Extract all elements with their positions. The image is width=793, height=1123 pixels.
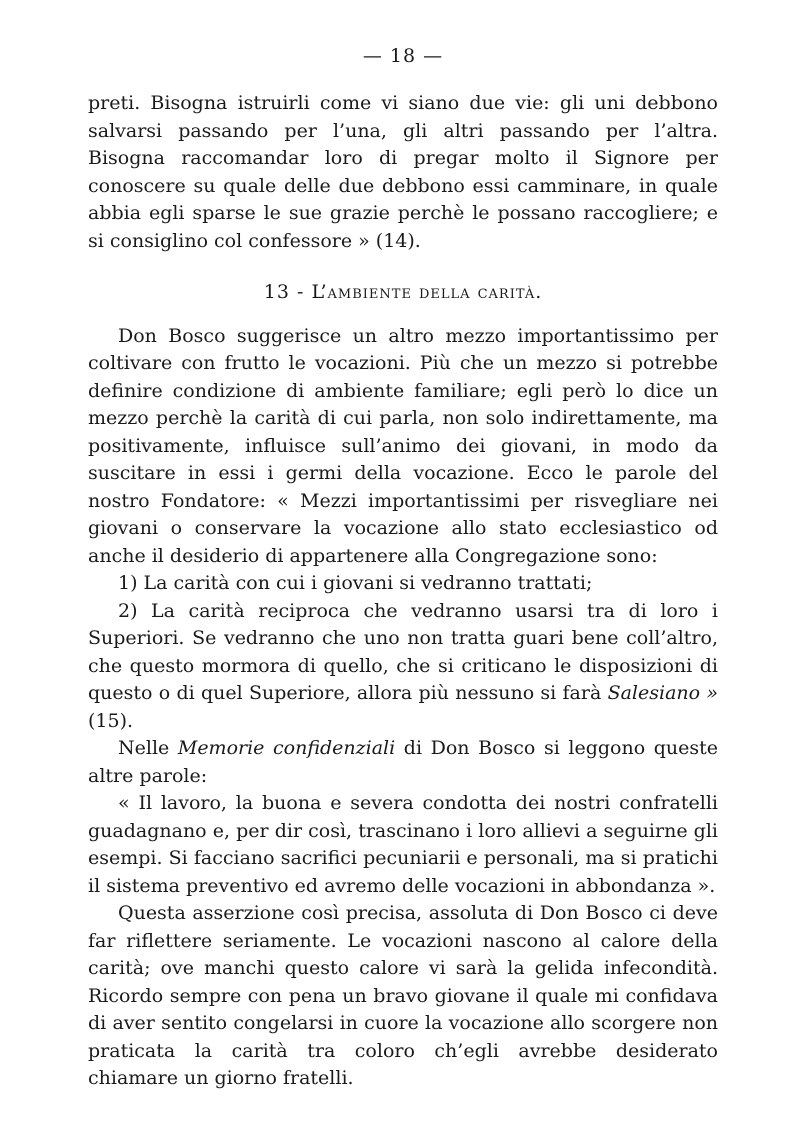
book-page [88,40,718,1093]
section-number: 13 - [263,281,305,303]
list-item-2-italic: Salesiano » [607,682,718,704]
list-item-2 [88,598,718,736]
paragraph-memorie [88,735,718,790]
section-heading [88,279,718,307]
paragraph-quote: « Il lavoro, la buona e severa condotta dei nostri confratelli guadagnano e, per dir così, trascinano i loro allievi a seguirne gli esempi. Si facciano sacrifici pecuniarii e personali, ma si pratichi il sistema preventivo ed avremo delle vocazioni in abbondanza ». [88,792,718,897]
paragraph-opening: preti. Bisogna istruirli come vi siano due vie: gli uni debbono salvarsi passando per l’una, gli altri passando per l’altra. Bisogna raccomandar loro di pregar molto il Signore per conoscere su quale delle due debbono essi camminare, in quale abbia egli sparse le sue grazie perchè le possano raccogliere; e si consiglino col confessore » (14). [88,92,718,252]
paragraph-memorie-end: di Don Bosco si leggono queste altre parole: [88,737,718,787]
paragraph-memorie-start: Nelle [118,737,178,759]
list-item-2-text: 2) La carità reciproca che vedranno usarsi tra di loro i Superiori. Se vedranno che uno non tratta guari bene coll’altro, che questo mormora di quello, che si criticano le disposizioni di questo o di quel Superiore, allora più nessuno si farà [88,599,718,704]
section-title: L’ambiente della carità. [311,281,543,303]
page-number: — 18 — [362,45,444,67]
list-item-1: 1) La carità con cui i giovani si vedranno trattati; [118,572,593,594]
list-item-2-reference: (15). [88,709,134,732]
paragraph-final: Questa asserzione così precisa, assoluta di Don Bosco ci deve far riflettere seriamente. Le vocazioni nascono al calore della carità; ove manchi questo calore vi sarà la gelida infecondità. Ricordo sempre con pena un bravo giovane il quale mi confidava di aver sentito congelarsi in cuore la vocazione allo scorgere non praticata la carità tra coloro ch’egli avrebbe desiderato chiamare un giorno fratelli. [88,902,718,1089]
memorie-confidenziali-title: Memorie confidenziali [177,737,396,759]
paragraph-don-bosco: Don Bosco suggerisce un altro mezzo importantissimo per coltivare con frutto le vocazioni. Più che un mezzo si potrebbe definire condizione di ambiente familiare; egli però lo dice un mezzo perchè la carità di cui parla, non solo indirettamente, ma positivamente, influisce sull’animo dei giovani, in modo da suscitare in essi i germi della vocazione. Ecco le parole del nostro Fondatore: « Mezzi importantissimi per risvegliare nei giovani o conservare la vocazione allo stato ecclesiastico od anche il desiderio di appartenere alla Congregazione sono: [88,324,718,567]
